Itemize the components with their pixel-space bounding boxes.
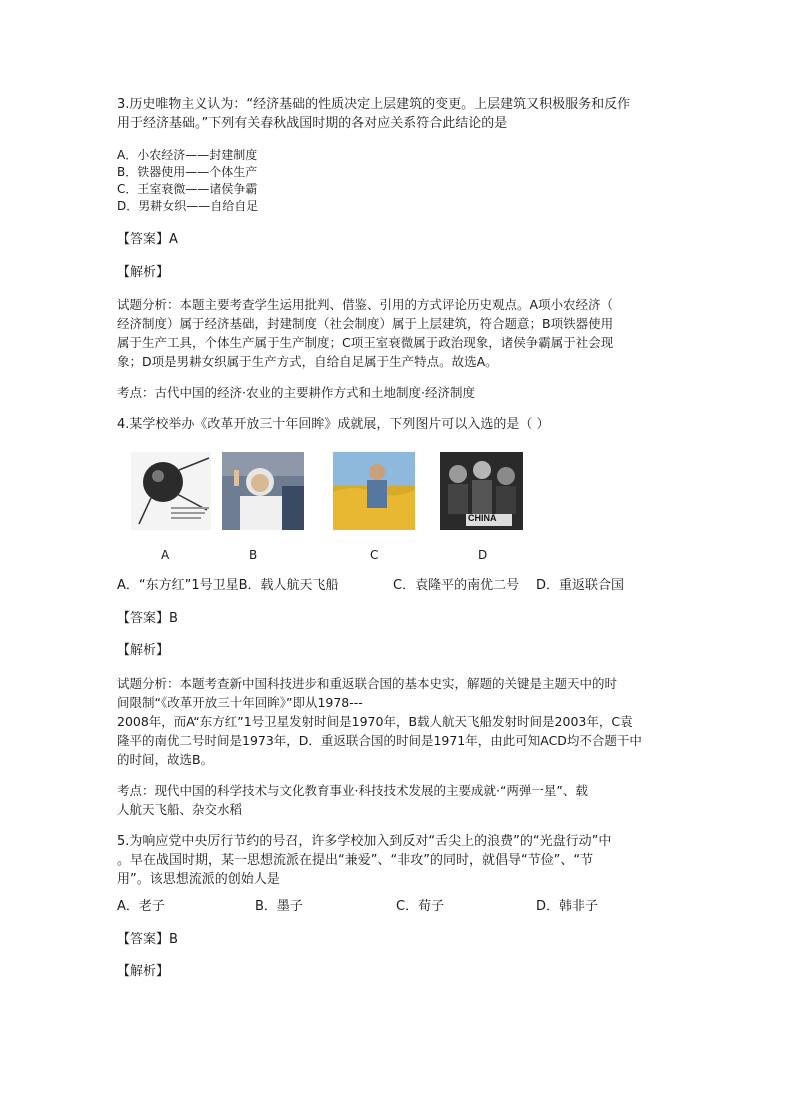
q4-option-d: D．重返联合国 [536, 578, 625, 593]
q3-stem-line-1: 3.历史唯物主义认为：“经济基础的性质决定上层建筑的变更。上层建筑又积极服务和反作 [117, 97, 631, 112]
q5-option-a: A．老子 [117, 899, 165, 914]
q3-option-a: A．小农经济——封建制度 [117, 148, 258, 162]
q3-analysis-title: 【解析】 [117, 265, 170, 280]
picture-label-a: A [161, 548, 170, 562]
q3-stem-line-2: 用于经济基础。”下列有关春秋战国时期的各对应关系符合此结论的是 [117, 116, 508, 131]
astronaut-photo [222, 452, 304, 530]
yuan-longping-photo [333, 452, 415, 530]
un-delegation-photo [440, 452, 523, 530]
q3-option-c: C．王室衰微——诸侯争霸 [117, 182, 258, 196]
q3-analysis-line-4: 象；D项是男耕女织属于生产方式，自给自足属于生产特点。故选A。 [117, 354, 498, 369]
q4-analysis-line-3: 2008年，而A“东方红”1号卫星发射时间是1970年，B载人航天飞船发射时间是2003年，C袁 [117, 714, 633, 729]
q3-analysis-line-3: 属于生产工具，个体生产属于生产制度；C项王室衰微属于政治现象，诸侯争霸属于社会现 [117, 335, 614, 350]
q5-option-b: B．墨子 [255, 899, 303, 914]
q4-options-ab: A．“东方红”1号卫星B．载人航天飞船 [117, 578, 339, 593]
q4-stem: 4.某学校举办《改革开放三十年回眸》成就展，下列图片可以入选的是（ ） [117, 417, 550, 432]
q3-analysis-line-1: 试题分析：本题主要考查学生运用批判、借鉴、引用的方式评论历史观点。A项小农经济（ [117, 297, 614, 312]
q4-answer: 【答案】B [117, 611, 178, 626]
q3-kaodian: 考点：古代中国的经济·农业的主要耕作方式和土地制度·经济制度 [117, 385, 475, 400]
q3-option-d: D．男耕女织——自给自足 [117, 199, 259, 213]
q5-stem-line-1: 5.为响应党中央厉行节约的号召，许多学校加入到反对“舌尖上的浪费”的“光盘行动”中 [117, 834, 612, 849]
q4-analysis-line-1: 试题分析：本题考查新中国科技进步和重返联合国的基本史实，解题的关键是主题天中的时 [117, 676, 618, 691]
satellite-photo [131, 452, 211, 530]
q4-analysis-line-4: 隆平的南优二号时间是1973年，D．重返联合国的时间是1971年，由此可知ACD均不合题干中 [117, 733, 642, 748]
picture-label-d: D [478, 548, 488, 562]
q3-option-b: B．铁器使用——个体生产 [117, 165, 258, 179]
q4-analysis-line-5: 的时间，故选B。 [117, 752, 214, 767]
q5-answer: 【答案】B [117, 932, 178, 947]
q4-option-c: C．袁隆平的南优二号 [393, 578, 520, 593]
china-placard-text: CHINA [468, 513, 497, 523]
q4-analysis-line-2: 间限制“《改革开放三十年回眸》”即从1978--- [117, 695, 363, 710]
q5-option-d: D．韩非子 [536, 899, 599, 914]
q5-analysis-title: 【解析】 [117, 964, 170, 979]
q4-kaodian-line-2: 人航天飞船、杂交水稻 [117, 802, 243, 817]
q5-stem-line-2: 。早在战国时期，某一思想流派在提出“兼爱”、“非攻”的同时，就倡导“节俭”、“节 [117, 853, 594, 868]
q4-kaodian-line-1: 考点：现代中国的科学技术与文化教育事业·科技技术发展的主要成就·“两弹一星”、载 [117, 783, 588, 798]
q3-answer: 【答案】A [117, 232, 178, 247]
picture-label-c: C [370, 548, 379, 562]
q5-option-c: C．荀子 [396, 899, 445, 914]
q4-analysis-title: 【解析】 [117, 643, 170, 658]
q3-analysis-line-2: 经济制度）属于经济基础，封建制度（社会制度）属于上层建筑，符合题意；B项铁器使用 [117, 316, 614, 331]
q5-stem-line-3: 用”。该思想流派的创始人是 [117, 872, 280, 887]
picture-label-b: B [249, 548, 258, 562]
